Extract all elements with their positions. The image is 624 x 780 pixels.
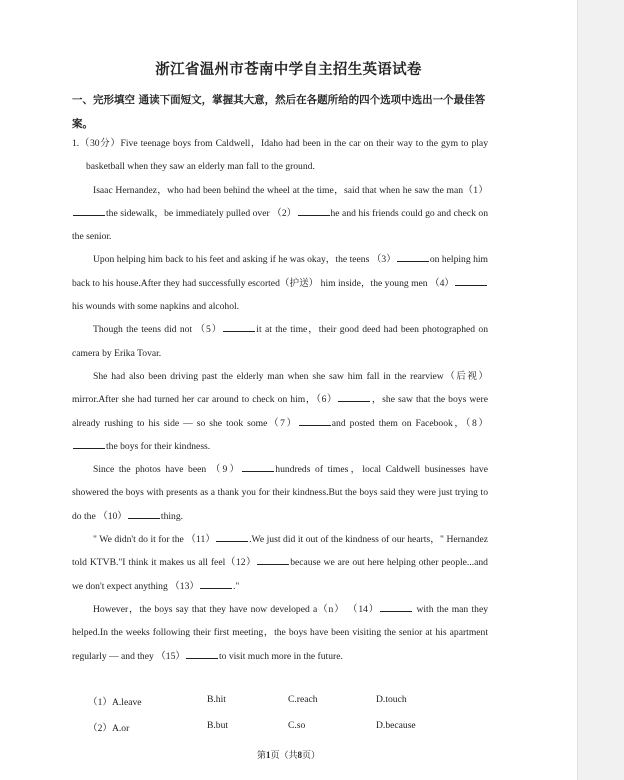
option-b: B.but xyxy=(207,720,229,731)
paragraph-7: " We didn't do it for the （11） .We just did it out of the kindness of our hearts，" Hernandez told KTVB."I think it makes us all feel（12） because we are out here helping other people...and we don't expect anything （13） ." xyxy=(72,534,488,592)
blank-8 xyxy=(73,439,105,449)
blank-14 xyxy=(380,602,412,612)
section-heading: 一、完形填空 通读下面短文，掌握其大意，然后在各题所给的四个选项中选出一个最佳答案。 xyxy=(72,94,486,130)
page-footer: 第1页（共8页） xyxy=(256,750,321,760)
paragraph-4: Though the teens did not （5） it at the time，their good deed had been photographed on camera by Erika Tovar. xyxy=(72,324,488,359)
paragraph-6: Since the photos have been （9） hundreds of times，local Caldwell businesses have showered the boys with presents as a thank you for their kindness.But the boys said they were just trying to do the （10） thing. xyxy=(72,464,488,522)
blank-3 xyxy=(397,252,429,262)
blank-15 xyxy=(186,649,218,659)
paragraph-3: Upon helping him back to his feet and asking if he was okay，the teens （3） on helping him back to his house.After they had successfully escorted（护送） him inside，the young men （4） his wounds with some napkins and alcohol. xyxy=(72,254,489,313)
page-title: 浙江省温州市苍南中学自主招生英语试卷 xyxy=(155,61,422,78)
blank-7 xyxy=(299,416,331,426)
option-d: D.touch xyxy=(376,694,407,705)
option-d: D.because xyxy=(376,720,416,731)
blank-2 xyxy=(298,206,330,216)
option-a: （1）A.leave xyxy=(88,697,142,708)
blank-13 xyxy=(200,579,232,589)
paragraph-8: However，the boys say that they have now developed a（n） （14） with the man they helped.In the weeks following their first meeting，the boys have been visiting the senior at his apartment regularly — and they （15） to visit much more in the future. xyxy=(72,603,488,662)
total-pages: 8 xyxy=(297,750,302,760)
side-gutter xyxy=(577,0,624,780)
option-c: C.so xyxy=(288,720,306,731)
option-row-1 xyxy=(88,694,508,720)
cloze-passage xyxy=(72,132,488,668)
blank-9 xyxy=(242,462,274,472)
paragraph-2: Isaac Hernandez，who had been behind the wheel at the time，said that when he saw the man（1）the sidewalk，be immediately pulled over （2） he and his friends could go and check on the senior. xyxy=(72,184,488,243)
option-a: （2）A.or xyxy=(88,723,130,734)
paragraph-1: 1.（30分）Five teenage boys from Caldwell，Idaho had been in the car on their way to the gym to play basketball when they saw an elderly man fall to the ground. xyxy=(72,138,488,173)
blank-6 xyxy=(338,392,370,402)
blank-4 xyxy=(455,276,487,286)
answer-options xyxy=(88,694,508,746)
paragraph-5: She had also been driving past the elderly man when she saw him fall in the rearview（后视） mirror.After she had turned her car around to check on him，（6） ，she saw that the boys were already rushing to his side — so she took some（7） and posted them on Facebook，（8）the boys for their kindness. xyxy=(72,370,488,452)
current-page: 1 xyxy=(265,750,271,760)
blank-12 xyxy=(257,555,289,565)
blank-1 xyxy=(73,206,105,216)
option-row-2 xyxy=(88,720,508,746)
blank-11 xyxy=(216,532,248,542)
option-b: B.hit xyxy=(207,694,226,705)
blank-10 xyxy=(128,509,160,519)
option-c: C.reach xyxy=(288,694,318,705)
blank-5 xyxy=(223,322,255,332)
